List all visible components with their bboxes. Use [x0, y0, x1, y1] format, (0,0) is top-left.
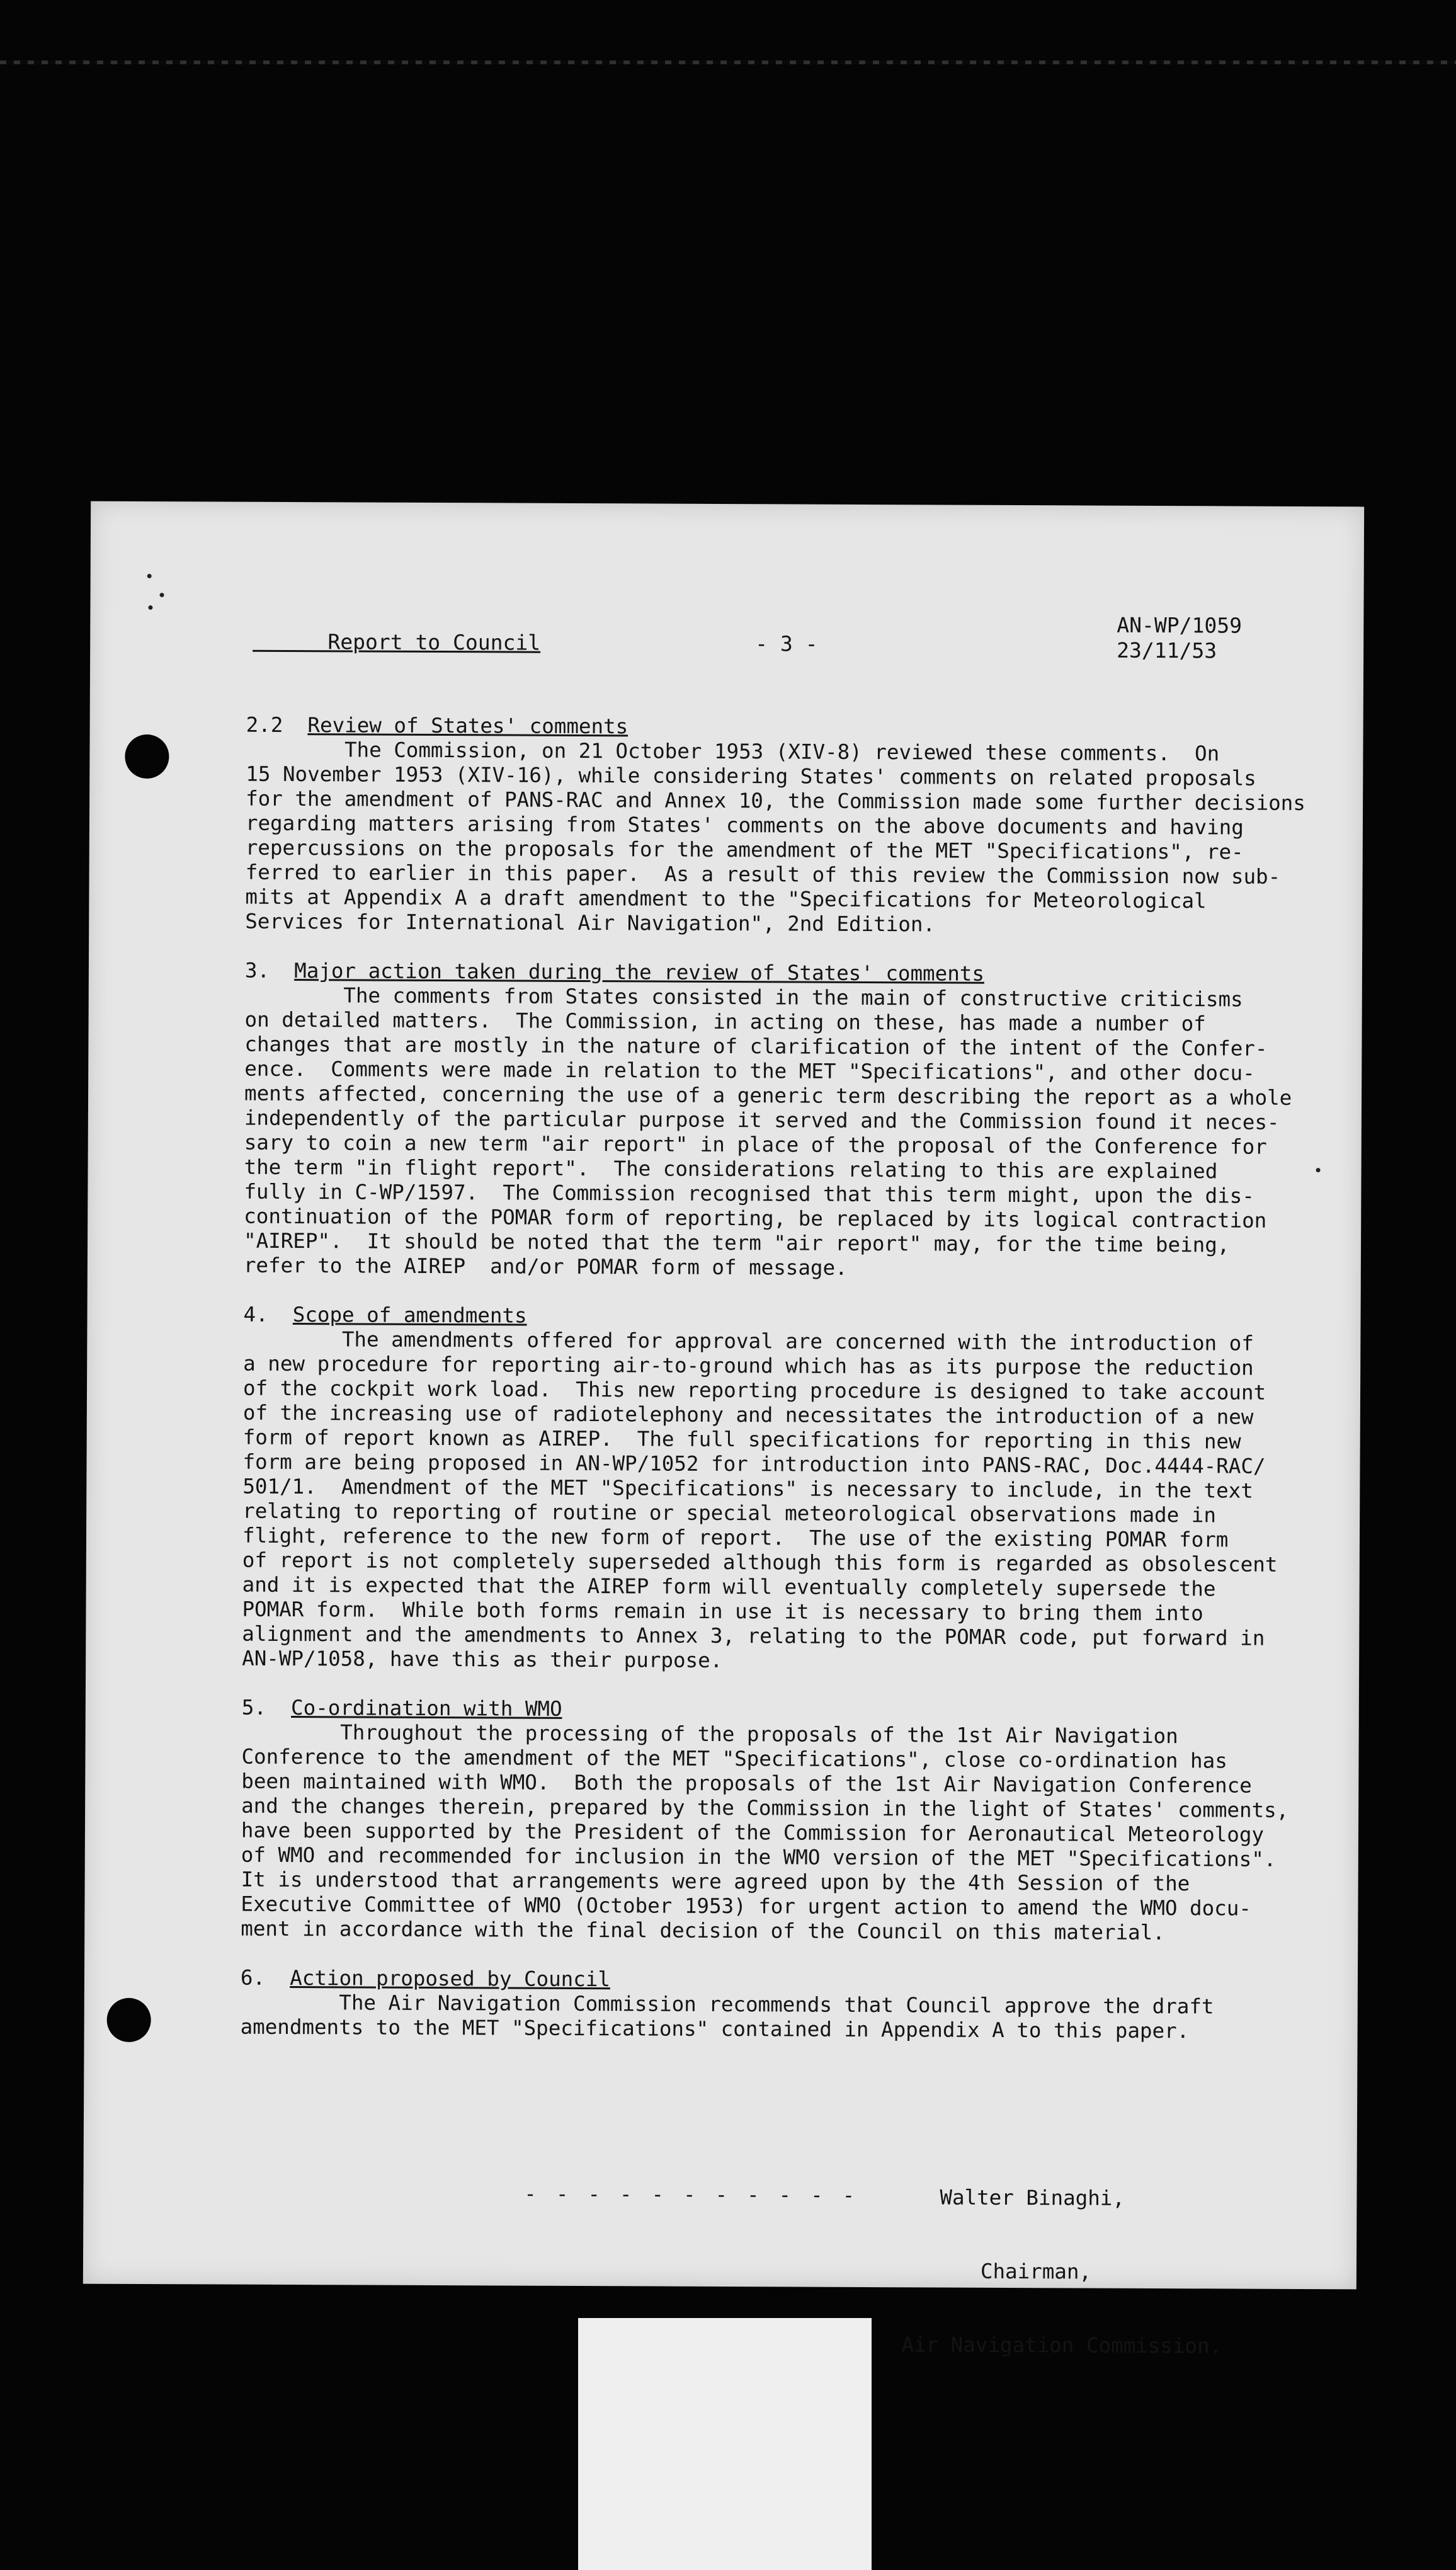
section-1 — [245, 713, 1317, 939]
section-number: 5. — [241, 1695, 267, 1720]
text-line: on detailed matters. The Commission, in acting on these, has made a number of — [244, 1007, 1206, 1036]
text-line: ments affected, concerning the use of a generic term describing the report as a whole — [244, 1081, 1292, 1110]
signatory-name: Walter Binaghi, — [940, 2185, 1125, 2210]
text-line: and it is expected that the AIREP form will eventually completely supersede the — [242, 1572, 1216, 1601]
text-line: 15 November 1953 (XIV-16), while considering States' comments on related proposals — [246, 762, 1256, 791]
section-2 — [244, 959, 1316, 1282]
text-line: Conference to the amendment of the MET "Specifications", close co-ordination has — [241, 1744, 1227, 1773]
text-line: repercussions on the proposals for the amendment of the MET "Specifications", re- — [245, 835, 1244, 864]
section-number: 2.2 — [246, 712, 283, 737]
text-line: The Air Navigation Commission recommends that Council approve the draft — [240, 1990, 1214, 2019]
text-line: sary to coin a new term "air report" in place of the proposal of the Conference for — [244, 1130, 1267, 1159]
document-page — [83, 501, 1364, 2358]
punch-hole-top — [125, 734, 169, 779]
text-line: ence. Comments were made in relation to the MET "Specifications", and other docu- — [244, 1056, 1255, 1085]
text-line: and the changes therein, prepared by the Commission in the light of States' comments, — [241, 1793, 1289, 1822]
text-line: ferred to earlier in this paper. As a result of this review the Commission now sub- — [245, 860, 1281, 889]
section-title: Review of States' comments — [307, 713, 628, 739]
section-4 — [241, 1696, 1312, 1946]
section-number: 3. — [244, 958, 270, 983]
page-header — [253, 609, 1311, 670]
speck — [160, 593, 164, 597]
text-line: a new procedure for reporting air-to-ground which has as its purpose the reduction — [243, 1351, 1254, 1380]
section-title: Co-ordination with WMO — [291, 1696, 562, 1721]
section-number: 6. — [240, 1965, 266, 1990]
doc-reference — [1117, 613, 1242, 664]
text-line: for the amendment of PANS-RAC and Annex 10, the Commission made some further decisions — [246, 786, 1305, 816]
text-line: AN-WP/1058, have this as their purpose. — [242, 1646, 723, 1672]
text-line: amendments to the MET "Specifications" contained in Appendix A to this paper. — [240, 2014, 1190, 2043]
section-5 — [241, 1966, 1311, 2044]
signature-block — [901, 2136, 1223, 2407]
text-line: have been supported by the President of the Commission for Aeronautical Meteorology — [241, 1818, 1265, 1847]
text-line: refer to the AIREP and/or POMAR form of message. — [243, 1253, 848, 1280]
text-line: continuation of the POMAR form of reporting, be replaced by its logical contraction — [244, 1204, 1267, 1233]
text-line: independently of the particular purpose it served and the Commission found it neces- — [244, 1105, 1280, 1134]
text-line: flight, reference to the new form of report. The use of the existing POMAR form — [242, 1523, 1229, 1552]
text-line: form are being proposed in AN-WP/1052 for introduction into PANS-RAC, Doc.4444-RAC/ — [242, 1449, 1266, 1478]
signatory-body: Air Navigation Commission. — [901, 2333, 1222, 2358]
text-line: mits at Appendix A a draft amendment to the "Specifications for Meteorological — [245, 884, 1207, 913]
document-body — [240, 713, 1316, 2069]
text-line: "AIREP". It should be noted that the term "air report" may, for the time being, — [243, 1228, 1230, 1257]
text-line: ment in accordance with the final decision of the Council on this material. — [241, 1916, 1165, 1945]
section-title: Major action taken during the review of States' comments — [294, 959, 985, 986]
text-line: Services for International Air Navigation", 2nd Edition. — [245, 909, 936, 937]
doc-date: 23/11/53 — [1117, 637, 1217, 663]
end-mark: - - - - - - - - - - - — [524, 2181, 859, 2207]
section-number: 4. — [243, 1302, 268, 1327]
text-line: It is understood that arrangements were agreed upon by the 4th Session of the — [241, 1867, 1190, 1896]
text-line: POMAR form. While both forms remain in use it is necessary to bring them into — [242, 1597, 1203, 1626]
scan-edge — [0, 60, 1456, 64]
text-line: of the increasing use of radiotelephony and necessitates the introduction of a new — [242, 1400, 1254, 1429]
speck — [148, 605, 152, 610]
text-line: form of report known as AIREP. The full specifications for reporting in this new — [242, 1425, 1241, 1454]
section-title: Scope of amendments — [292, 1303, 527, 1328]
page-number: - 3 - — [755, 631, 818, 656]
doc-number: AN-WP/1059 — [1117, 612, 1243, 638]
text-line: the term "in flight report". The considerations relating to this are explained — [244, 1155, 1218, 1184]
text-line: Executive Committee of WMO (October 1953) for urgent action to amend the WMO docu- — [241, 1892, 1252, 1921]
text-line: been maintained with WMO. Both the proposals of the 1st Air Navigation Conference — [241, 1769, 1252, 1798]
text-line: alignment and the amendments to Annex 3, relating to the POMAR code, put forward in — [242, 1621, 1265, 1650]
section-title: Action proposed by Council — [290, 1966, 611, 1992]
header-report-title: Report to Council — [253, 629, 541, 655]
text-line: of WMO and recommended for inclusion in the WMO version of the MET "Specifications". — [241, 1842, 1277, 1871]
text-line: regarding matters arising from States' comments on the above documents and having — [245, 811, 1244, 840]
text-line: Throughout the processing of the proposals of the 1st Air Navigation — [241, 1720, 1178, 1749]
text-line: relating to reporting of routine or special meteorological observations made in — [242, 1499, 1217, 1528]
text-line: The comments from States consisted in the main of constructive criticisms — [244, 983, 1243, 1012]
speck — [1316, 1168, 1321, 1172]
section-3 — [242, 1303, 1314, 1676]
text-line: The amendments offered for approval are concerned with the introduction of — [243, 1327, 1254, 1356]
text-line: of report is not completely superseded although this form is regarded as obsolescent — [242, 1548, 1278, 1577]
signatory-role: Chairman, — [980, 2259, 1092, 2284]
blank-card — [578, 2318, 872, 2570]
punch-hole-bottom — [107, 1998, 151, 2042]
text-line: 501/1. Amendment of the MET "Specifications" is necessary to include, in the text — [242, 1474, 1253, 1503]
text-line: The Commission, on 21 October 1953 (XIV-8) reviewed these comments. On — [246, 737, 1220, 766]
text-line: of the cockpit work load. This new reporting procedure is designed to take account — [242, 1376, 1266, 1405]
speck — [147, 574, 152, 578]
text-line: changes that are mostly in the nature of clarification of the intent of the Confer- — [244, 1032, 1268, 1061]
text-line: fully in C-WP/1597. The Commission recognised that this term might, upon the dis- — [244, 1179, 1254, 1208]
